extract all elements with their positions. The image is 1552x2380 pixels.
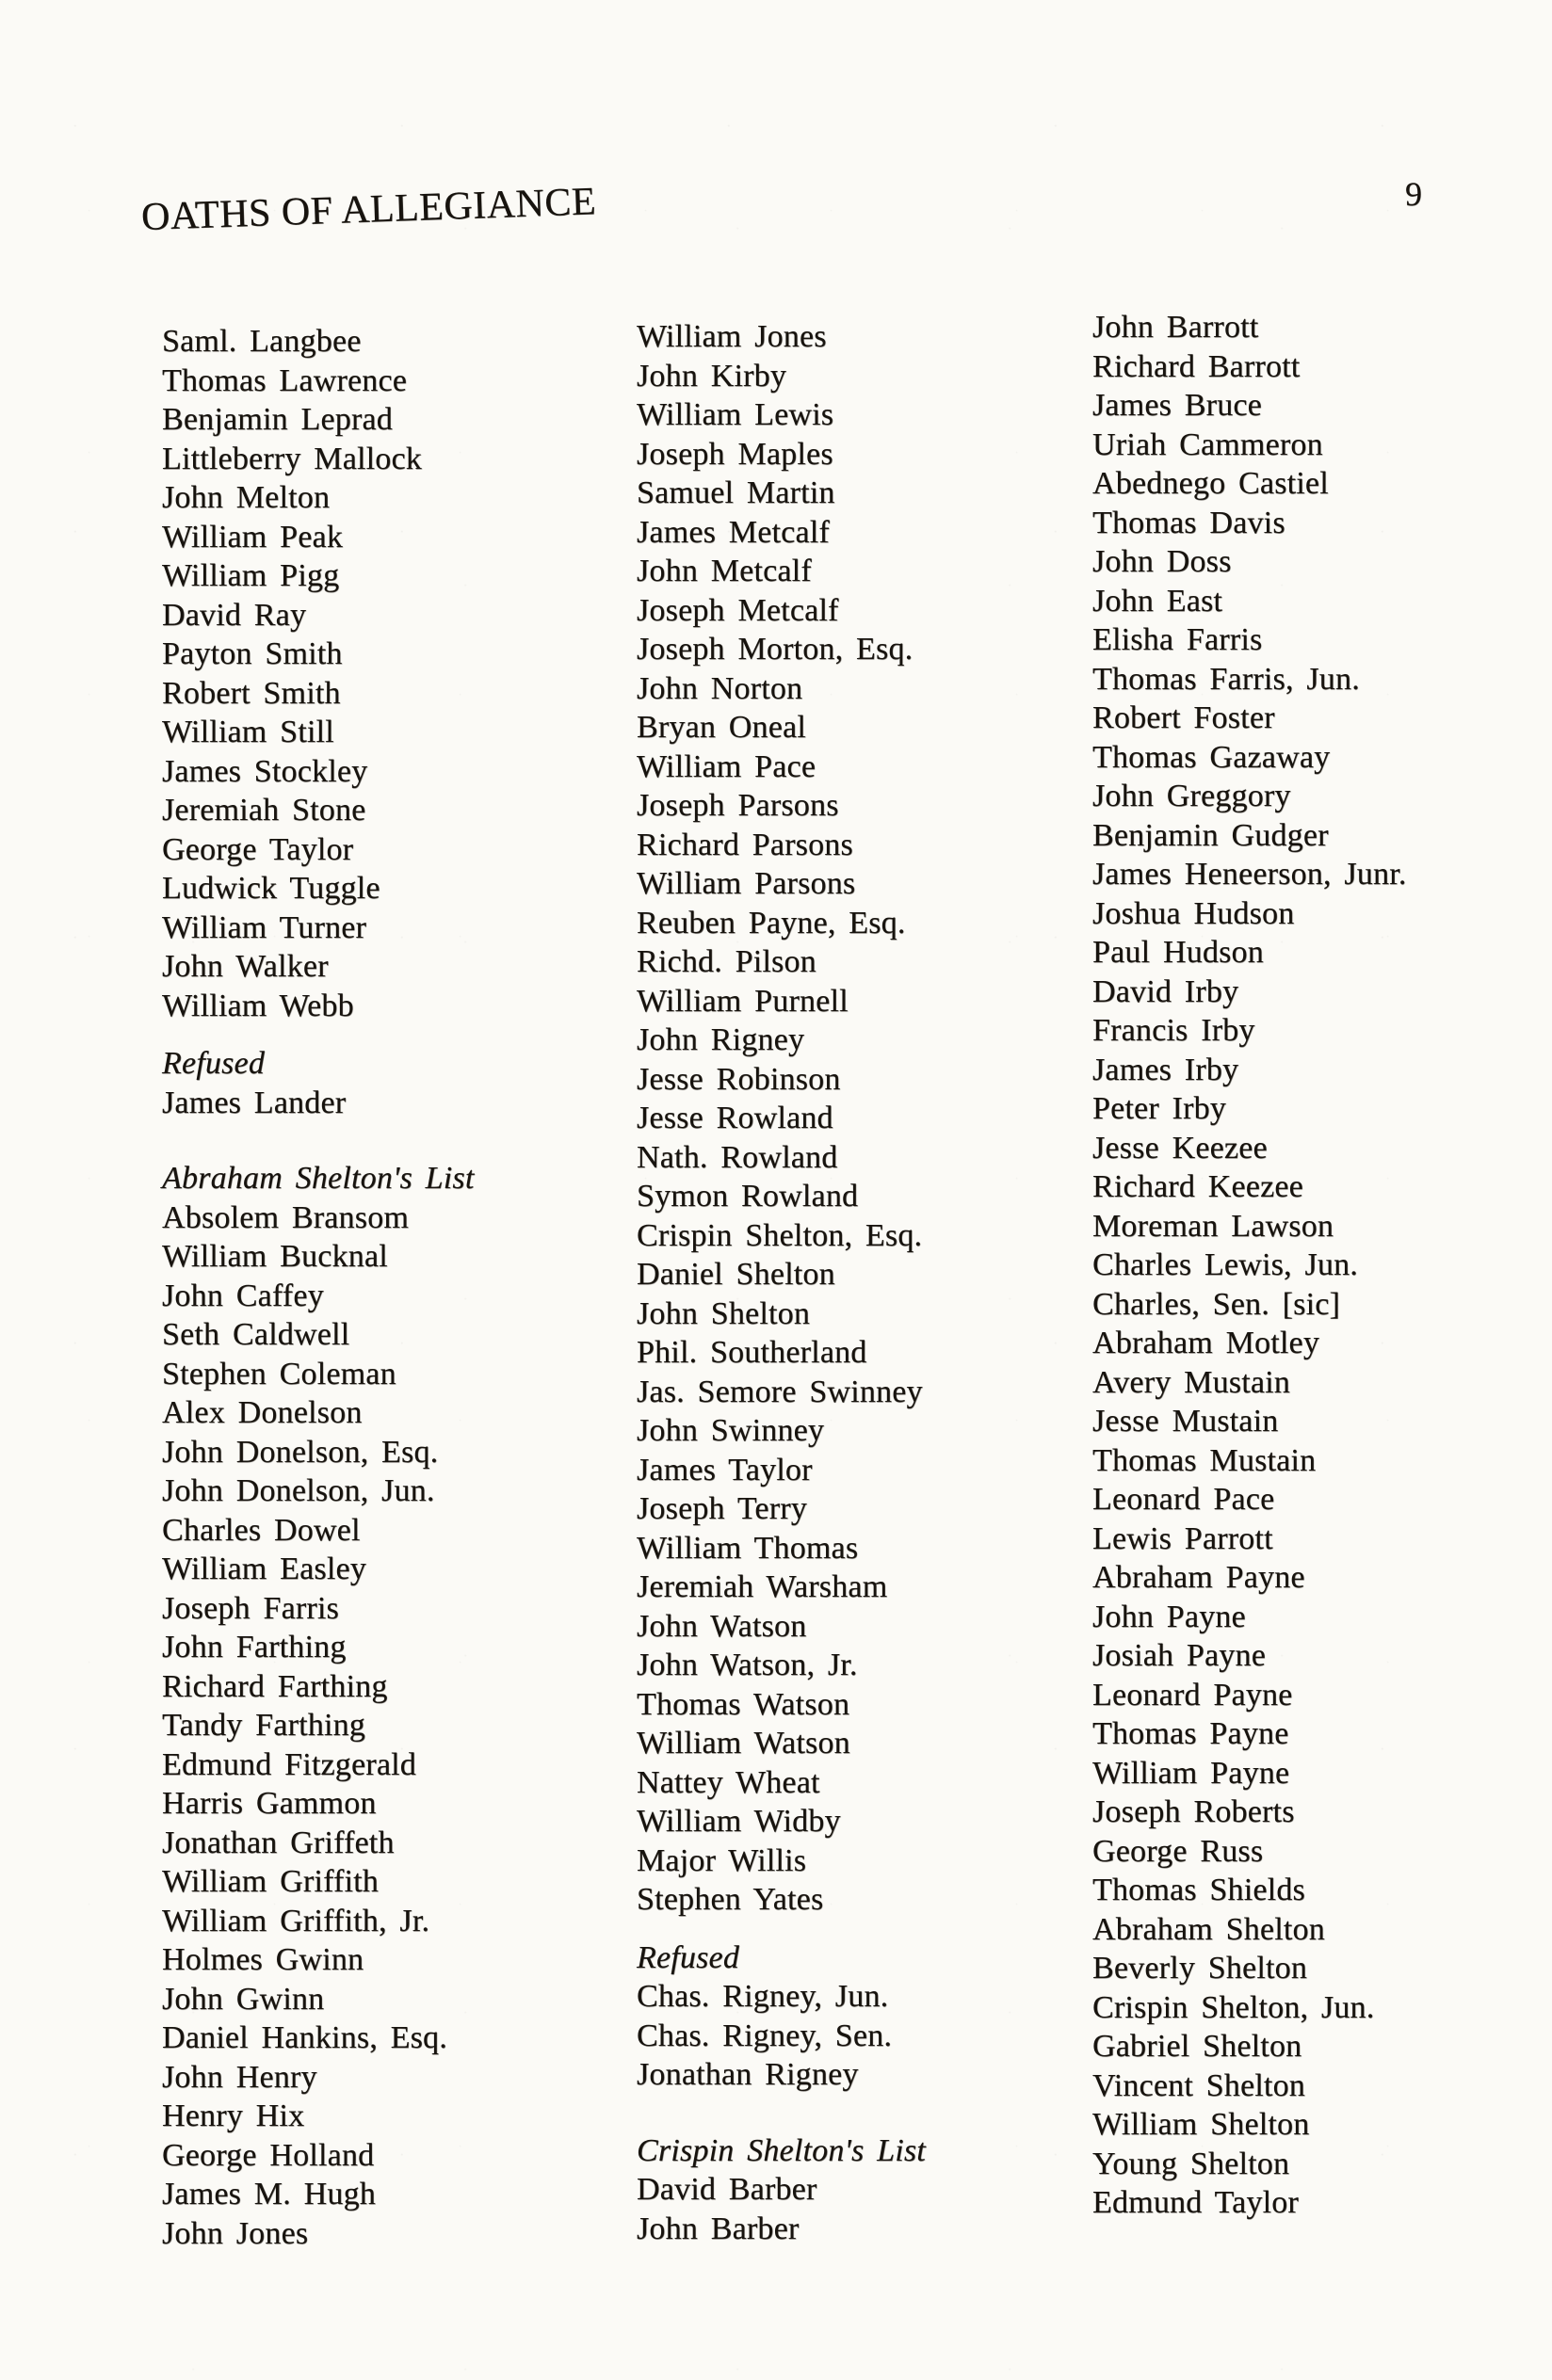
name-entry: William Turner <box>162 909 367 945</box>
name-entry: William Payne <box>1092 1755 1290 1791</box>
name-entry: George Holland <box>162 2137 375 2173</box>
name-entry: William Jones <box>637 319 827 354</box>
name-entry: James Bruce <box>1092 388 1262 423</box>
name-entry: David Barber <box>637 2172 817 2207</box>
name-entry: Thomas Davis <box>1092 505 1285 540</box>
name-entry: Robert Smith <box>162 675 341 711</box>
name-entry: William Watson <box>637 1726 850 1761</box>
name-entry: Charles, Sen. [sic] <box>1092 1286 1341 1322</box>
name-entry: Stephen Yates <box>637 1882 824 1917</box>
name-entry: Thomas Gazaway <box>1092 739 1331 775</box>
name-entry: William Widby <box>637 1804 841 1839</box>
name-entry: John Kirby <box>637 358 787 394</box>
name-entry: David Ray <box>162 597 307 633</box>
name-entry: James M. Hugh <box>162 2177 376 2211</box>
name-entry: John Donelson, Jun. <box>162 1473 435 1508</box>
name-entry: William Purnell <box>637 983 849 1019</box>
name-entry: James Lander <box>162 1085 347 1120</box>
name-entry: John Walker <box>162 949 329 984</box>
name-entry: Leonard Payne <box>1092 1677 1293 1713</box>
name-entry: John East <box>1092 583 1223 619</box>
name-entry: Absolem Bransom <box>162 1199 410 1235</box>
name-entry: Peter Irby <box>1092 1091 1227 1126</box>
name-entry: John Watson, Jr. <box>637 1648 858 1682</box>
name-entry: John Jones <box>162 2215 309 2251</box>
name-entry: Thomas Shields <box>1092 1873 1305 1907</box>
name-entry: John Greggory <box>1092 779 1291 813</box>
name-entry: John Swinney <box>637 1413 825 1448</box>
name-entry: John Rigney <box>637 1022 805 1057</box>
name-entry: William Pace <box>637 748 816 784</box>
name-entry: Abednego Castiel <box>1092 466 1329 501</box>
name-entry: John Norton <box>637 670 803 706</box>
name-entry: John Watson <box>637 1608 807 1644</box>
name-entry: John Henry <box>162 2059 317 2095</box>
name-entry: Benjamin Gudger <box>1092 817 1329 853</box>
name-entry: Joseph Maples <box>637 436 833 472</box>
name-entry: Littleberry Mallock <box>162 441 422 476</box>
name-entry: Abraham Shelton <box>1092 1911 1325 1947</box>
list-heading: Crispin Shelton's List <box>637 2132 926 2168</box>
name-entry: Edmund Taylor <box>1092 2185 1299 2220</box>
name-entry: Joseph Parsons <box>637 788 839 823</box>
name-entry: James Heneerson, Junr. <box>1092 857 1407 892</box>
name-entry: Lewis Parrott <box>1092 1520 1273 1556</box>
name-entry: Gabriel Shelton <box>1092 2029 1302 2064</box>
name-entry: Jas. Semore Swinney <box>637 1374 923 1409</box>
name-entry: Samuel Martin <box>637 475 835 510</box>
name-entry: Richard Barrott <box>1092 348 1301 384</box>
name-entry: Reuben Payne, Esq. <box>637 905 906 941</box>
column-gap <box>637 1920 1089 1938</box>
name-entry: Thomas Lawrence <box>162 362 408 398</box>
name-entry: Stephen Coleman <box>162 1356 396 1391</box>
name-entry: Joseph Terry <box>637 1491 807 1526</box>
name-entry: John Barrott <box>1092 310 1259 345</box>
name-entry: Payton Smith <box>162 636 343 671</box>
name-entry: Jesse Keezee <box>1092 1130 1268 1166</box>
column-gap <box>637 2095 1089 2131</box>
name-entry: Elisha Farris <box>1092 622 1263 657</box>
name-entry: Jonathan Griffeth <box>162 1825 395 1860</box>
name-entry: Josiah Payne <box>1092 1638 1266 1673</box>
name-entry: Crispin Shelton, Esq. <box>637 1217 923 1253</box>
name-entry: William Parsons <box>637 866 856 901</box>
name-entry: Jeremiah Warsham <box>637 1569 888 1604</box>
name-entry: William Lewis <box>637 397 834 432</box>
column-gap <box>162 1122 614 1159</box>
name-entry: William Webb <box>162 988 354 1023</box>
name-entry: Bryan Oneal <box>637 710 806 745</box>
name-entry: Moreman Lawson <box>1092 1208 1334 1244</box>
name-entry: George Russ <box>1092 1833 1264 1869</box>
column-gap <box>162 1025 614 1044</box>
name-entry: Tandy Farthing <box>162 1708 366 1743</box>
name-entry: Richd. Pilson <box>637 944 816 979</box>
name-entry: Daniel Hankins, Esq. <box>162 2020 447 2055</box>
name-entry: Thomas Farris, Jun. <box>1092 661 1360 697</box>
name-entry: Nattey Wheat <box>637 1764 820 1800</box>
name-entry: Beverly Shelton <box>1092 1951 1308 1986</box>
name-entry: James Irby <box>1092 1052 1239 1087</box>
name-entry: William Pigg <box>162 558 340 593</box>
name-entry: William Peak <box>162 519 344 555</box>
name-entry: Charles Dowel <box>162 1512 361 1548</box>
name-entry: Jesse Rowland <box>637 1101 833 1135</box>
name-entry: Joseph Roberts <box>1092 1794 1295 1829</box>
name-entry: Francis Irby <box>1092 1013 1255 1048</box>
page-number: 9 <box>1405 175 1422 213</box>
name-entry: Vincent Shelton <box>1092 2067 1305 2103</box>
name-entry: John Donelson, Esq. <box>162 1434 439 1470</box>
name-column-1 <box>162 322 614 2253</box>
name-entry: William Still <box>162 715 334 749</box>
name-entry: Leonard Pace <box>1092 1482 1275 1517</box>
name-entry: Alex Donelson <box>162 1395 363 1430</box>
name-entry: Chas. Rigney, Jun. <box>637 1979 889 2014</box>
name-entry: John Caffey <box>162 1278 324 1313</box>
name-entry: James Taylor <box>637 1452 813 1488</box>
name-entry: William Griffith, Jr. <box>162 1903 430 1938</box>
name-entry: Abraham Motley <box>1092 1326 1320 1360</box>
name-entry: Joseph Morton, Esq. <box>637 632 913 667</box>
name-entry: Phil. Southerland <box>637 1335 867 1370</box>
name-entry: Richard Keezee <box>1092 1169 1303 1204</box>
name-entry: James Metcalf <box>637 514 830 550</box>
name-entry: Joseph Metcalf <box>637 592 839 628</box>
name-entry: John Metcalf <box>637 554 812 588</box>
name-entry: Thomas Payne <box>1092 1716 1289 1751</box>
list-heading: Abraham Shelton's List <box>162 1161 475 1196</box>
name-entry: Saml. Langbee <box>162 324 362 359</box>
name-entry: John Farthing <box>162 1630 347 1664</box>
name-entry: William Shelton <box>1092 2107 1310 2142</box>
name-entry: David Irby <box>1092 973 1239 1009</box>
name-entry: Charles Lewis, Jun. <box>1092 1247 1358 1282</box>
page-title: OATHS OF ALLEGIANCE <box>140 180 597 239</box>
name-entry: Richard Farthing <box>162 1668 388 1704</box>
name-entry: Robert Foster <box>1092 700 1275 735</box>
name-entry: Daniel Shelton <box>637 1257 835 1292</box>
name-entry: Crispin Shelton, Jun. <box>1092 1989 1375 2025</box>
name-entry: Jesse Mustain <box>1092 1404 1279 1439</box>
name-entry: William Easley <box>162 1552 366 1586</box>
name-entry: John Gwinn <box>162 1981 325 2017</box>
name-column-3 <box>1092 308 1544 2223</box>
name-entry: Thomas Watson <box>637 1686 850 1722</box>
name-entry: John Barber <box>637 2211 800 2246</box>
name-entry: Paul Hudson <box>1092 935 1264 970</box>
name-entry: William Griffith <box>162 1864 379 1899</box>
name-entry: Joseph Farris <box>162 1590 339 1626</box>
name-entry: John Payne <box>1092 1599 1246 1634</box>
name-entry: Jonathan Rigney <box>637 2057 859 2092</box>
list-heading: Refused <box>162 1046 266 1081</box>
name-entry: George Taylor <box>162 831 354 867</box>
name-entry: Richard Parsons <box>637 827 853 862</box>
name-entry: Jeremiah Stone <box>162 793 366 828</box>
name-entry: Uriah Cammeron <box>1092 426 1323 462</box>
name-entry: Young Shelton <box>1092 2146 1290 2181</box>
name-entry: William Thomas <box>637 1530 859 1566</box>
name-entry: John Doss <box>1092 544 1232 579</box>
name-entry: James Stockley <box>162 753 368 789</box>
name-entry: Thomas Mustain <box>1092 1442 1317 1478</box>
name-entry: Symon Rowland <box>637 1179 859 1214</box>
name-entry: Jesse Robinson <box>637 1061 841 1097</box>
name-entry: William Bucknal <box>162 1239 388 1274</box>
name-entry: Avery Mustain <box>1092 1364 1290 1400</box>
name-entry: Henry Hix <box>162 2099 305 2133</box>
name-entry: Major Willis <box>637 1842 807 1878</box>
name-entry: Holmes Gwinn <box>162 1942 364 1977</box>
name-entry: John Melton <box>162 480 331 515</box>
name-column-2 <box>637 317 1089 2248</box>
name-entry: Edmund Fitzgerald <box>162 1746 416 1782</box>
list-heading: Refused <box>637 1939 740 1975</box>
name-entry: Harris Gammon <box>162 1786 377 1821</box>
name-entry: John Shelton <box>637 1295 811 1331</box>
name-entry: Abraham Payne <box>1092 1560 1305 1595</box>
name-entry: Ludwick Tuggle <box>162 871 380 906</box>
name-entry: Chas. Rigney, Sen. <box>637 2018 893 2053</box>
name-entry: Joshua Hudson <box>1092 895 1295 931</box>
name-entry: Benjamin Leprad <box>162 402 393 437</box>
name-entry: Seth Caldwell <box>162 1317 350 1352</box>
name-entry: Nath. Rowland <box>637 1139 838 1175</box>
